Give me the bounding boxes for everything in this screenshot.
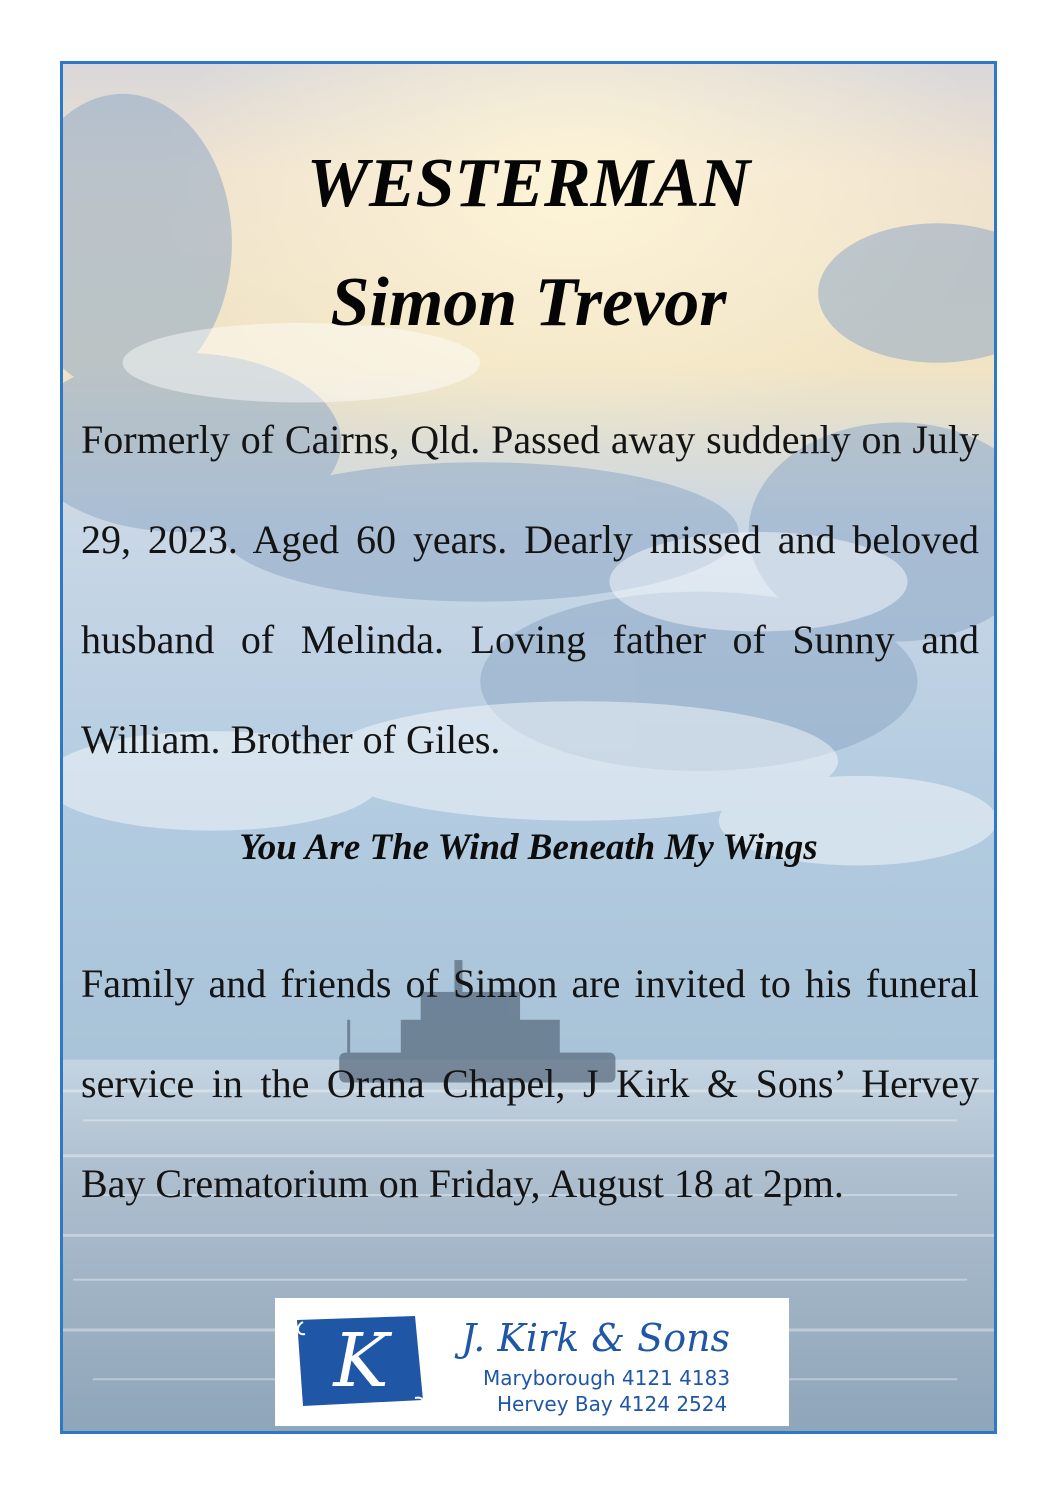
monogram-k-logo-icon — [291, 1312, 429, 1410]
funeral-director-logo — [275, 1298, 789, 1426]
logo-phone-hervey-bay: Hervey Bay 4124 2524 — [497, 1392, 728, 1416]
notice-details: Formerly of Cairns, Qld. Passed away suddenly on July 29, 2023. Aged 60 years. Dearly missed and beloved husband of Melinda. Loving father of Sunny and William. Brother of Giles. — [81, 417, 979, 762]
memorial-verse: You Are The Wind Beneath My Wings — [239, 827, 818, 868]
deceased-surname: WESTERMAN — [306, 145, 751, 222]
logo-phone-maryborough: Maryborough 4121 4183 — [483, 1366, 731, 1390]
deceased-given-names: Simon Trevor — [330, 264, 727, 341]
logo-company-name: J. Kirk & Sons — [461, 1316, 731, 1360]
service-details: Family and friends of Simon are invited to his funeral service in the Orana Chapel, J Kirk & Sons’ Hervey Bay Crematorium on Friday, August 18 at 2pm. — [81, 961, 979, 1206]
logo-monogram: K — [333, 1318, 389, 1404]
funeral-notice — [60, 61, 997, 1434]
